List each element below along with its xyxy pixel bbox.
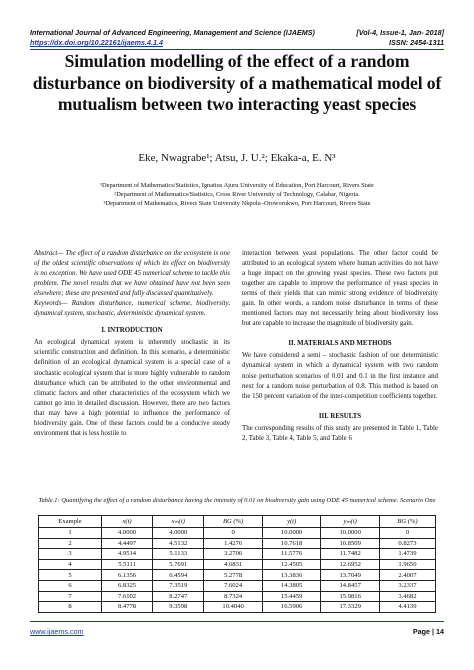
- table-cell: 4.4139: [379, 602, 435, 613]
- affiliation-2: ²Department of Mathematics/Statistics, Cross River University of Technology, Calabar, Nigeria.: [114, 191, 360, 199]
- right-column: [242, 249, 438, 444]
- table-cell: 10.0000: [262, 528, 321, 539]
- table-cell: 1.9650: [379, 559, 435, 570]
- affiliations: [30, 181, 444, 209]
- table-row: [39, 591, 436, 602]
- methods-text: We have considered a semi – stochastic fashion of our deterministic dynamical system in which a dynamical system with two random noise perturbation scenarios of 0.01 and 0.1 in the first instance and next for a random noise perturbation of 0.8. This method is based on the 150 percent variation of the inter-competition coefficients together.: [242, 352, 438, 400]
- table-cell: 12.4505: [262, 559, 321, 570]
- table-cell: 7: [39, 591, 102, 602]
- page-number: Page | 14: [412, 627, 444, 636]
- abstract: Abstract— The effect of a random disturbance on the ecosystem is one of the oldest scientific observations of which its effect on biodiversity is no exception. We have used ODE 45 numerical scheme to tackle this problem. The novel results that we have obtained have not been seen elsewhere; these are presented and fully discussed quantitatively.: [34, 250, 230, 298]
- table-cell: 7.6102: [101, 591, 152, 602]
- table-cell: 9.3598: [153, 602, 204, 613]
- issn: ISSN: 2454-1311: [388, 38, 444, 47]
- table-row: [39, 549, 436, 560]
- results-text: The corresponding results of this study are presented in Table 1, Table 2, Table 3, Table 4, Table 5, and Table 6: [242, 424, 438, 442]
- table-cell: 14.3805: [262, 580, 321, 591]
- table-cell: 13.3836: [262, 570, 321, 581]
- table-cell: 6.4594: [153, 570, 204, 581]
- section-heading-introduction: I. INTRODUCTION: [101, 327, 163, 335]
- table-row: [39, 602, 436, 613]
- table-cell: 4: [39, 559, 102, 570]
- table-cell: 15.4459: [262, 591, 321, 602]
- table-cell: 4.4497: [101, 538, 152, 549]
- table-cell: 4.9514: [101, 549, 152, 560]
- table-cell: 2: [39, 538, 102, 549]
- table-cell: 4.0000: [101, 528, 152, 539]
- table-cell: 10.7618: [262, 538, 321, 549]
- table-cell: 13.7049: [321, 570, 380, 581]
- table-cell: 3.2706: [204, 549, 263, 560]
- table-cell: 4.5132: [153, 538, 204, 549]
- table-row: [39, 528, 436, 539]
- header-rule: [30, 49, 444, 50]
- footer-rule: [30, 621, 444, 622]
- paper-title: Simulation modelling of the effect of a random disturbance on biodiversity of a mathematical model of mutualism between two interacting yeast species: [32, 51, 442, 114]
- table-cell: 0: [204, 528, 263, 539]
- affiliation-1: ¹Department of Mathematics/Statistics, Ignatius Ajuru University of Education, Port Harcourt, Rivers State: [100, 182, 374, 189]
- journal-name: International Journal of Advanced Engineering, Management and Science (IJAEMS): [30, 28, 315, 37]
- table-header-row: [39, 516, 436, 528]
- table-cell: 1.4276: [204, 538, 263, 549]
- table-cell: 14.8457: [321, 580, 380, 591]
- table-row: [39, 538, 436, 549]
- right-paragraph: interaction between yeast populations. The other factor could be attributed to an ecological system where human activities do not have a huge impact on the growing yeast species. These two factors put together are capable to improve the performance of yeast species in terms of their yields that can mimic strong evidence of biodiversity gain. In other words, a random noise disturbance in terms of these mentioned factors may not necessarily bring about biodiversity loss but are capable to increase the magnitude of biodiversity gain.: [242, 250, 438, 328]
- left-column: [34, 249, 230, 439]
- table-header-cell: y(t): [262, 516, 321, 528]
- table-cell: 6.1356: [101, 570, 152, 581]
- table-cell: 6.8325: [101, 580, 152, 591]
- table-header-cell: Example: [39, 516, 102, 528]
- table-cell: 17.3329: [321, 602, 380, 613]
- table-cell: 1.4739: [379, 549, 435, 560]
- affiliation-3: ³Department of Mathematics, Rivers State University Nkpolu–Oroworukwo, Port Harcourt, Rivers State: [103, 200, 371, 208]
- section-heading-methods: II. MATERIALS AND METHODS: [288, 340, 392, 348]
- authors: Eke, Nwagrabe¹; Atsu, J. U.²; Ekaka-a, E. N³: [138, 152, 336, 164]
- table-cell: 10.0000: [321, 528, 380, 539]
- table-header-cell: BG (%): [204, 516, 263, 528]
- table-row: [39, 580, 436, 591]
- table-cell: 5: [39, 570, 102, 581]
- table-header-cell: BG (%): [379, 516, 435, 528]
- table-cell: 16.5906: [262, 602, 321, 613]
- table-cell: 11.5776: [262, 549, 321, 560]
- table-cell: 15.9816: [321, 591, 380, 602]
- table-cell: 5.5111: [101, 559, 152, 570]
- table-cell: 7.3519: [153, 580, 204, 591]
- volume-info: [Vol-4, Issue-1, Jan- 2018]: [356, 28, 444, 37]
- table-cell: 0.8273: [379, 538, 435, 549]
- site-link[interactable]: www.ijaems.com: [30, 627, 84, 636]
- table-header-cell: xₘ(t): [153, 516, 204, 528]
- table-row: [39, 570, 436, 581]
- table-cell: 3.4682: [379, 591, 435, 602]
- section-heading-results: III. RESULTS: [318, 412, 362, 420]
- table-caption: Table.1: Quantifying the effect of a random disturbance having the intensity of 0.01 on biodiversity gain using ODE 45 numerical scheme. Scenario One: [38, 497, 436, 504]
- table-header-cell: yₘ(t): [321, 516, 380, 528]
- table-cell: 2.4007: [379, 570, 435, 581]
- results-table: [38, 515, 436, 613]
- table-cell: 3.2337: [379, 580, 435, 591]
- table-cell: 11.7482: [321, 549, 380, 560]
- table-cell: 6: [39, 580, 102, 591]
- table-header-cell: x(t): [101, 516, 152, 528]
- table-cell: 3: [39, 549, 102, 560]
- table-cell: 5.1133: [153, 549, 204, 560]
- table-cell: 12.6952: [321, 559, 380, 570]
- table-cell: 4.0000: [153, 528, 204, 539]
- table-cell: 7.6024: [204, 580, 263, 591]
- doi-link[interactable]: https://dx.doi.org/10.22161/ijaems.4.1.4: [30, 38, 164, 47]
- table-cell: 4.6831: [204, 559, 263, 570]
- table-cell: 5.2778: [204, 570, 263, 581]
- table-cell: 5.7691: [153, 559, 204, 570]
- table-cell: 8.2747: [153, 591, 204, 602]
- table-cell: 8.4778: [101, 602, 152, 613]
- table-cell: 10.8509: [321, 538, 380, 549]
- keywords: Keywords— Random disturbance, numerical scheme, biodiversity, dynamical system, stochastic, deterministic dynamical system.: [34, 300, 230, 318]
- table-cell: 10.4040: [204, 602, 263, 613]
- introduction-text: An ecological dynamical system is inherently stochastic in its scientific construction and definition. In this scenario, a deterministic definition of an ecological dynamical system is a special case of a stochastic ecological system that is more highly vulnerable to random disturbance which can be attributed to the other environmental and climatic factors and other characteristics of the ecosystem which we cannot go into in detailed discussion. However, there are two factors that may have a high potential to influence the performance of biodiversity gain. One of these factors could be a conducive steady environment that is less hostile to: [34, 339, 230, 437]
- table-cell: 8: [39, 602, 102, 613]
- table-cell: 1: [39, 528, 102, 539]
- table-cell: 8.7324: [204, 591, 263, 602]
- table-row: [39, 559, 436, 570]
- table-cell: 0: [379, 528, 435, 539]
